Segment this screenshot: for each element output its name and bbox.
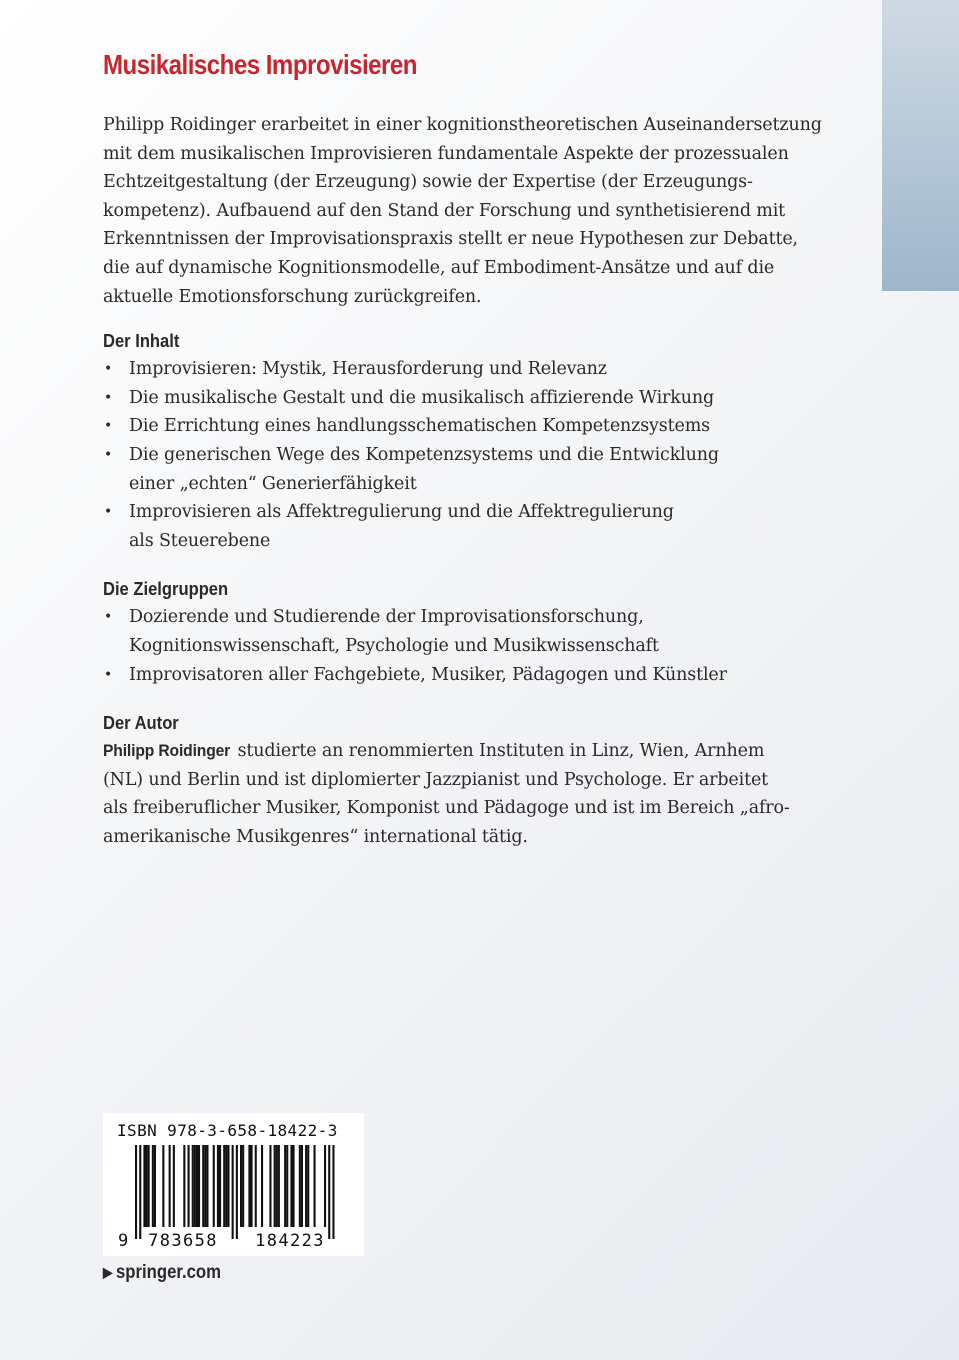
- barcode-bar: [196, 1145, 198, 1227]
- intro-line: aktuelle Emotionsforschung zurückgreifen.: [103, 286, 482, 307]
- barcode-graphic: [103, 1113, 364, 1256]
- bullet-icon: •: [104, 446, 113, 463]
- intro-line: Erkenntnissen der Improvisationspraxis stellt er neue Hypothesen zur Debatte,: [103, 229, 798, 250]
- isbn-number: ISBN 978-3-658-18422-3: [117, 1121, 338, 1140]
- barcode-bar: [286, 1145, 288, 1227]
- heading-autor: Der Autor: [103, 713, 179, 734]
- barcode-bar: [278, 1145, 280, 1227]
- intro-line: mit dem musikalischen Improvisieren fundamentale Aspekte der prozessualen: [103, 143, 789, 164]
- list-item: • Improvisieren als Affektregulierung und die Affektregulierung als Steuerebene: [103, 498, 819, 555]
- barcode-bar: [154, 1145, 156, 1227]
- barcode-bar: [223, 1145, 225, 1227]
- back-cover-content: [103, 46, 822, 851]
- list-item: • Die Errichtung eines handlungsschematischen Kompetenzsystems: [103, 412, 819, 441]
- publisher-link[interactable]: [103, 1262, 221, 1284]
- barcode-bar: [305, 1145, 307, 1227]
- barcode-bar: [255, 1145, 257, 1227]
- barcode-bar: [240, 1145, 242, 1227]
- list-item: • Improvisieren: Mystik, Herausforderung und Relevanz: [103, 355, 819, 384]
- barcode-bar: [284, 1145, 286, 1227]
- zielgruppen-list: [103, 603, 819, 689]
- barcode-bar: [204, 1145, 206, 1227]
- barcode-bar: [236, 1145, 238, 1239]
- barcode-bar: [194, 1145, 196, 1227]
- barcode-bar: [148, 1145, 150, 1227]
- barcode-right-digits: 184223: [255, 1231, 325, 1251]
- barcode-bar: [232, 1145, 234, 1239]
- barcode-bar: [227, 1145, 229, 1227]
- barcode-bar: [324, 1145, 326, 1227]
- barcode-bar: [219, 1145, 221, 1227]
- barcode-bar: [162, 1145, 164, 1227]
- heading-zielgruppen: Die Zielgruppen: [103, 579, 229, 600]
- publisher-website: springer.com: [116, 1262, 222, 1283]
- barcode-bar: [301, 1145, 303, 1227]
- intro-paragraph: [103, 111, 822, 311]
- book-title: Musikalisches Improvisieren: [103, 49, 417, 80]
- intro-line: kompetenz). Aufbauend auf den Stand der Forschung und synthetisierend mit: [103, 200, 786, 221]
- barcode-bar: [274, 1145, 276, 1227]
- barcode-bar: [248, 1145, 250, 1227]
- intro-line: Philipp Roidinger erarbeitet in einer kognitionstheoretischen Auseinandersetzung: [103, 115, 822, 135]
- intro-line: die auf dynamische Kognitionsmodelle, auf Embodiment-Ansätze und auf die: [103, 257, 775, 278]
- bio-line: (NL) und Berlin und ist diplomierter Jazzpianist und Psychologe. Er arbeitet: [103, 769, 769, 790]
- inhalt-list: [103, 355, 819, 555]
- list-item: • Improvisatoren aller Fachgebiete, Musiker, Pädagogen und Künstler: [103, 661, 819, 690]
- barcode-bar: [135, 1145, 137, 1239]
- side-color-tab: [882, 0, 959, 291]
- barcode-bar: [143, 1145, 145, 1227]
- barcode-bar: [242, 1145, 244, 1227]
- barcode-bar: [276, 1145, 278, 1227]
- barcode-bar: [299, 1145, 301, 1227]
- bullet-icon: •: [104, 609, 113, 626]
- barcode-bar: [328, 1145, 330, 1239]
- list-item: • Die generischen Wege des Kompetenzsystems und die Entwicklung einer „echten“ Generierfähigkeit: [103, 441, 819, 498]
- author-name: Philipp Roidinger: [103, 741, 231, 761]
- barcode-bar: [332, 1145, 334, 1239]
- bullet-icon: •: [104, 504, 113, 521]
- barcode-bar: [269, 1145, 271, 1227]
- barcode-bar: [173, 1145, 175, 1227]
- bio-line: als freiberuflicher Musiker, Komponist und Pädagoge und ist im Bereich „afro-: [103, 798, 790, 819]
- barcode-bar: [169, 1145, 171, 1227]
- bullet-icon: •: [104, 666, 113, 683]
- barcode-bar: [202, 1145, 204, 1227]
- barcode-bar: [198, 1145, 200, 1227]
- barcode-bar: [206, 1145, 208, 1227]
- list-item: • Die musikalische Gestalt und die musikalisch affizierende Wirkung: [103, 384, 819, 413]
- barcode-bar: [213, 1145, 215, 1227]
- heading-inhalt: Der Inhalt: [103, 331, 180, 352]
- barcode-bar: [139, 1145, 141, 1239]
- bio-line: amerikanische Musikgenres“ international tätig.: [103, 826, 528, 847]
- barcode-left-digits: 783658: [148, 1231, 218, 1251]
- author-bio: [103, 737, 819, 851]
- barcode-bar: [225, 1145, 227, 1227]
- isbn-barcode: [103, 1113, 364, 1256]
- bullet-icon: •: [104, 361, 113, 378]
- bio-line: Philipp Roidinger studierte an renommierten Instituten in Linz, Wien, Arnhem: [103, 737, 819, 766]
- bullet-icon: •: [104, 418, 113, 435]
- barcode-bar: [217, 1145, 219, 1227]
- barcode-bar: [188, 1145, 190, 1227]
- list-item: • Dozierende und Studierende der Improvisationsforschung, Kognitionswissenschaft, Psychologie und Musikwissenschaft: [103, 603, 819, 660]
- barcode-bar: [290, 1145, 292, 1227]
- barcode-bar: [307, 1145, 309, 1227]
- barcode-first-digit: 9: [118, 1231, 129, 1251]
- bullet-icon: •: [104, 389, 113, 406]
- barcode-bar: [261, 1145, 263, 1227]
- barcode-bar: [146, 1145, 148, 1227]
- triangle-right-icon: ▶: [103, 1264, 113, 1280]
- barcode-bar: [183, 1145, 185, 1227]
- barcode-bar: [293, 1145, 295, 1227]
- barcode-bar: [152, 1145, 154, 1227]
- barcode-bar: [192, 1145, 194, 1227]
- intro-line: Echtzeitgestaltung (der Erzeugung) sowie der Expertise (der Erzeugungs-: [103, 172, 753, 193]
- barcode-bar: [314, 1145, 316, 1227]
- barcode-bar: [251, 1145, 253, 1227]
